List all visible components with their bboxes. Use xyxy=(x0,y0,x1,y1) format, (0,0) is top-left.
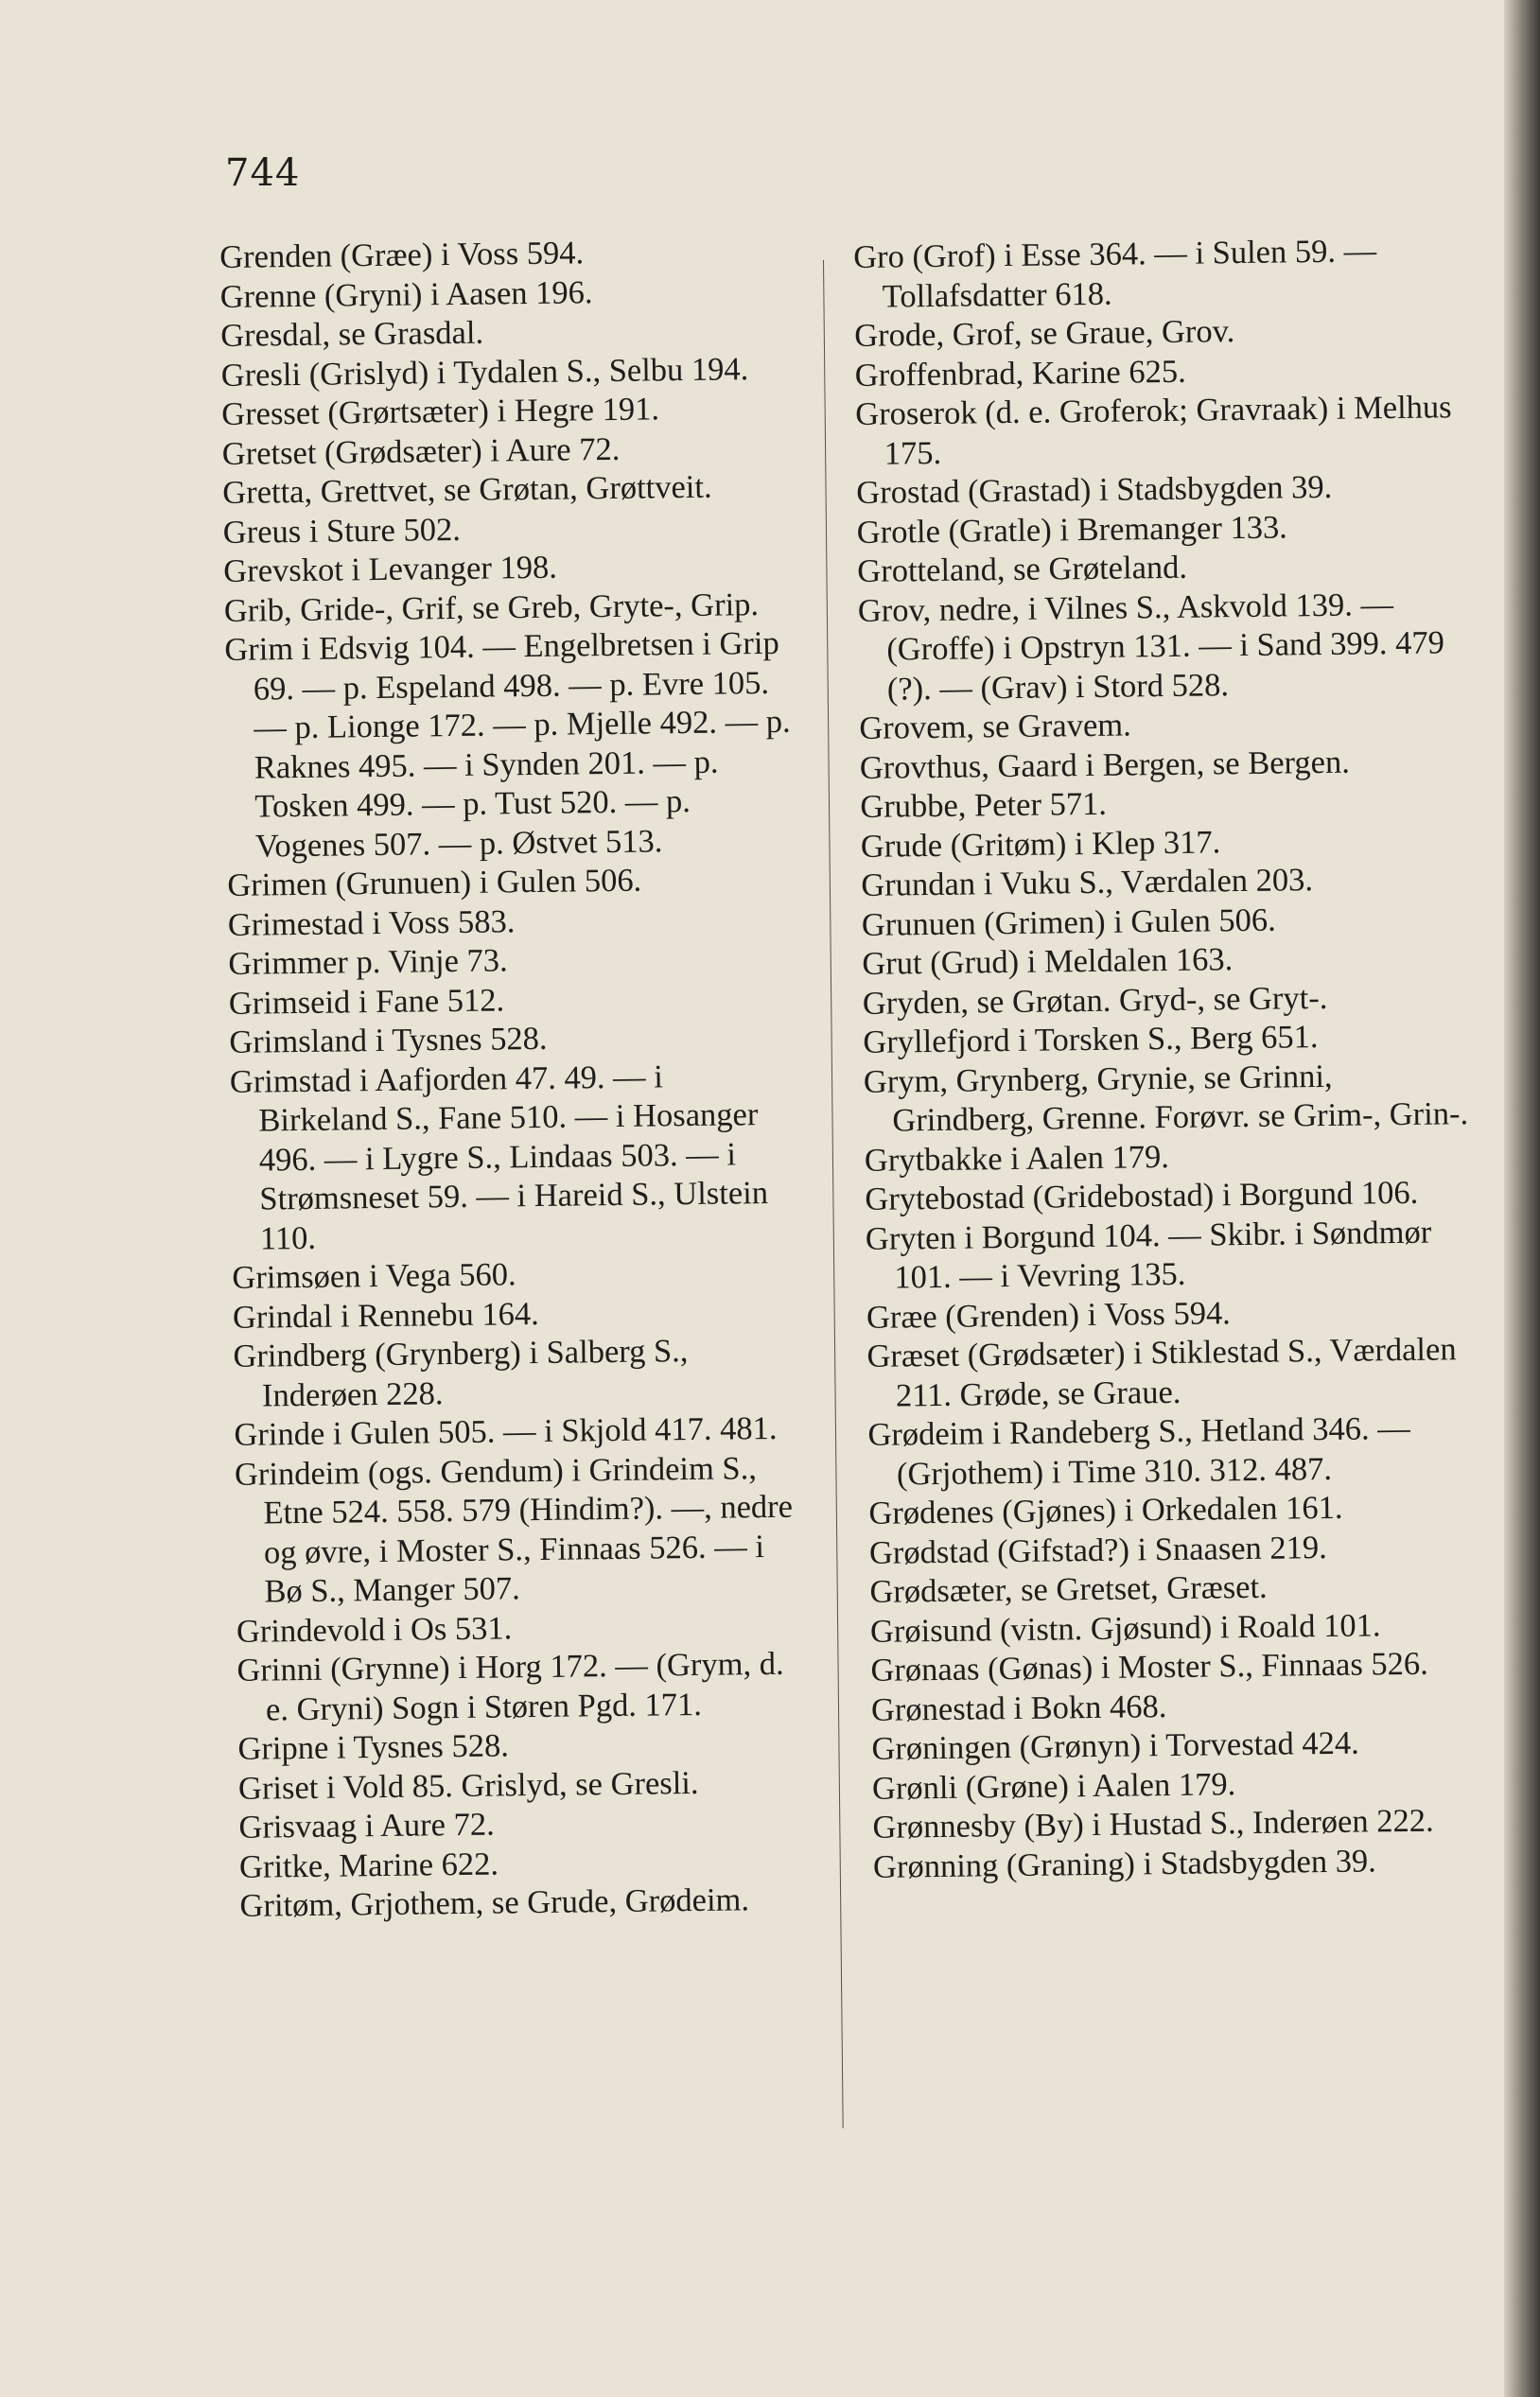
index-entry: Grisvaag i Aure 72. xyxy=(238,1806,495,1846)
index-entry: Grønaas (Gønas) i Moster S., Finnaas 526. xyxy=(870,1645,1428,1688)
index-entry: Grytbakke i Aalen 179. xyxy=(864,1138,1170,1179)
index-entry: Gritøm, Grjothem, se Grude, Grødeim. xyxy=(239,1881,750,1924)
index-entry: Grimstad i Aafjorden 47. 49. — i Birkeland S., Fane 510. — i Hosanger 496. — i Lygre S., Lindaas 503. — i Strømsneset 59. — i Hareid S., Ulstein 110. xyxy=(229,1058,769,1257)
index-entry: Grundan i Vuku S., Værdalen 203. xyxy=(861,862,1314,903)
index-entry: Grotteland, se Grøteland. xyxy=(857,549,1188,589)
index-entry: Groserok (d. e. Groferok; Gravraak) i Melhus 175. xyxy=(855,389,1452,472)
index-entry: Grytebostad (Gridebostad) i Borgund 106. xyxy=(865,1174,1419,1217)
page-number: 744 xyxy=(225,151,301,195)
index-entry: Grødeim i Randeberg S., Hetland 346. — (Grjothem) i Time 310. 312. 487. xyxy=(867,1409,1410,1493)
index-entry: Grimestad i Voss 583. xyxy=(227,902,516,943)
index-entry: Grut (Grud) i Meldalen 163. xyxy=(862,941,1234,982)
index-entry: Grovem, se Gravem. xyxy=(859,707,1131,746)
index-entry: Grostad (Grastad) i Stadsbygden 39. xyxy=(856,468,1333,511)
column-divider xyxy=(823,260,844,2128)
index-entry: Grønning (Graning) i Stadsbygden 39. xyxy=(872,1842,1377,1885)
index-entry: Gryllefjord i Torsken S., Berg 651. xyxy=(863,1019,1319,1060)
index-column-right xyxy=(853,231,1479,1887)
index-entry: Grimmer p. Vinje 73. xyxy=(228,942,508,982)
index-entry: Græe (Grenden) i Voss 594. xyxy=(866,1294,1232,1336)
index-entry: Grim i Edsvig 104. — Engelbretsen i Grip 69. — p. Espeland 498. — p. Evre 105. — p. Lionge 172. — p. Mjelle 492. — p. Raknes 495. — i Synden 201. — p. Tosken 499. — p. Tust 520. — p. Vogenes 507. — p. Østvet 513. xyxy=(224,624,791,865)
index-entry: Greus i Sture 502. xyxy=(222,511,462,551)
index-entry: Grym, Grynberg, Grynie, se Grinni, Grindberg, Grenne. Forøvr. se Grim-, Grin-. xyxy=(863,1058,1469,1139)
index-entry: Grøisund (vistn. Gjøsund) i Roald 101. xyxy=(869,1606,1381,1650)
index-entry: Grevskot i Levanger 198. xyxy=(223,549,558,589)
index-entry: Gritke, Marine 622. xyxy=(238,1846,499,1885)
index-entry: Grindal i Rennebu 164. xyxy=(232,1295,540,1336)
index-entry: Grindevold i Os 531. xyxy=(236,1609,513,1650)
book-spine-edge xyxy=(1504,0,1540,2397)
index-entry: Grenne (Gryni) i Aasen 196. xyxy=(219,273,593,315)
index-entry: Grimsøen i Vega 560. xyxy=(232,1256,516,1296)
index-entry: Grinni (Grynne) i Horg 172. — (Grym, d. e. Gryni) Sogn i Støren Pgd. 171. xyxy=(236,1645,784,1728)
index-entry: Griset i Vold 85. Grislyd, se Gresli. xyxy=(237,1764,699,1807)
index-entry: Gresdal, se Grasdal. xyxy=(220,314,484,354)
index-entry: Grimsland i Tysnes 528. xyxy=(229,1020,548,1060)
index-entry: Grønli (Grøne) i Aalen 179. xyxy=(871,1765,1236,1807)
index-entry: Grimseid i Fane 512. xyxy=(228,981,505,1022)
index-entry: Grindberg (Grynberg) i Salberg S., Inderøen 228. xyxy=(233,1333,689,1414)
index-entry: Grubbe, Peter 571. xyxy=(860,785,1108,825)
index-entry: Gretta, Grettvet, se Grøtan, Grøttveit. xyxy=(222,468,712,511)
index-entry: Grønnesby (By) i Hustad S., Inderøen 222. xyxy=(872,1802,1434,1846)
index-entry: Gresset (Grørtsæter) i Hegre 191. xyxy=(221,391,660,432)
index-entry: Gripne i Tysnes 528. xyxy=(237,1727,510,1767)
index-entry: Grunuen (Grimen) i Gulen 506. xyxy=(861,901,1276,943)
index-entry: Grov, nedre, i Vilnes S., Askvold 139. — (Groffe) i Opstryn 131. — i Sand 399. 479 (?). — (Grav) i Stord 528. xyxy=(857,586,1445,708)
index-entry: Grimen (Grunuen) i Gulen 506. xyxy=(227,862,642,903)
index-column-left xyxy=(219,232,808,1927)
index-entry: Grønestad i Bokn 468. xyxy=(870,1688,1167,1728)
index-entry: Gro (Grof) i Esse 364. — i Sulen 59. — Tollafsdatter 618. xyxy=(853,233,1377,315)
index-entry: Gryten i Borgund 104. — Skibr. i Søndmør 101. — i Vevring 135. xyxy=(865,1214,1432,1296)
index-entry: Grovthus, Gaard i Bergen, se Bergen. xyxy=(859,744,1351,786)
index-entry: Grib, Gride-, Grif, se Greb, Gryte-, Grip. xyxy=(223,586,760,629)
index-entry: Grødenes (Gjønes) i Orkedalen 161. xyxy=(868,1489,1343,1531)
index-entry: Gryden, se Grøtan. Gryd-, se Gryt-. xyxy=(862,979,1328,1022)
index-entry: Gretset (Grødsæter) i Aure 72. xyxy=(221,430,621,472)
index-entry: Grotle (Gratle) i Bremanger 133. xyxy=(856,508,1288,551)
index-entry: Grude (Gritøm) i Klep 317. xyxy=(860,823,1221,865)
index-entry: Gresli (Grislyd) i Tydalen S., Selbu 194. xyxy=(220,350,749,394)
index-entry: Groffenbrad, Karine 625. xyxy=(854,353,1186,394)
index-entry: Grødstad (Gifstad?) i Snaasen 219. xyxy=(868,1529,1328,1571)
index-entry: Grødsæter, se Gretset, Græset. xyxy=(869,1568,1268,1610)
index-entry: Grenden (Græe) i Voss 594. xyxy=(219,235,585,275)
index-entry: Grode, Grof, se Graue, Grov. xyxy=(854,313,1235,354)
index-entry: Grinde i Gulen 505. — i Skjold 417. 481. xyxy=(234,1409,778,1453)
index-entry: Græset (Grødsæter) i Stiklestad S., Værdalen 211. Grøde, se Graue. xyxy=(866,1331,1457,1414)
index-entry: Grindeim (ogs. Gendum) i Grindeim S., Etne 524. 558. 579 (Hindim?). —, nedre og øvre, i Moster S., Finnaas 526. — i Bø S., Manger 507. xyxy=(234,1449,794,1610)
index-entry: Grøningen (Grønyn) i Torvestad 424. xyxy=(871,1724,1360,1767)
